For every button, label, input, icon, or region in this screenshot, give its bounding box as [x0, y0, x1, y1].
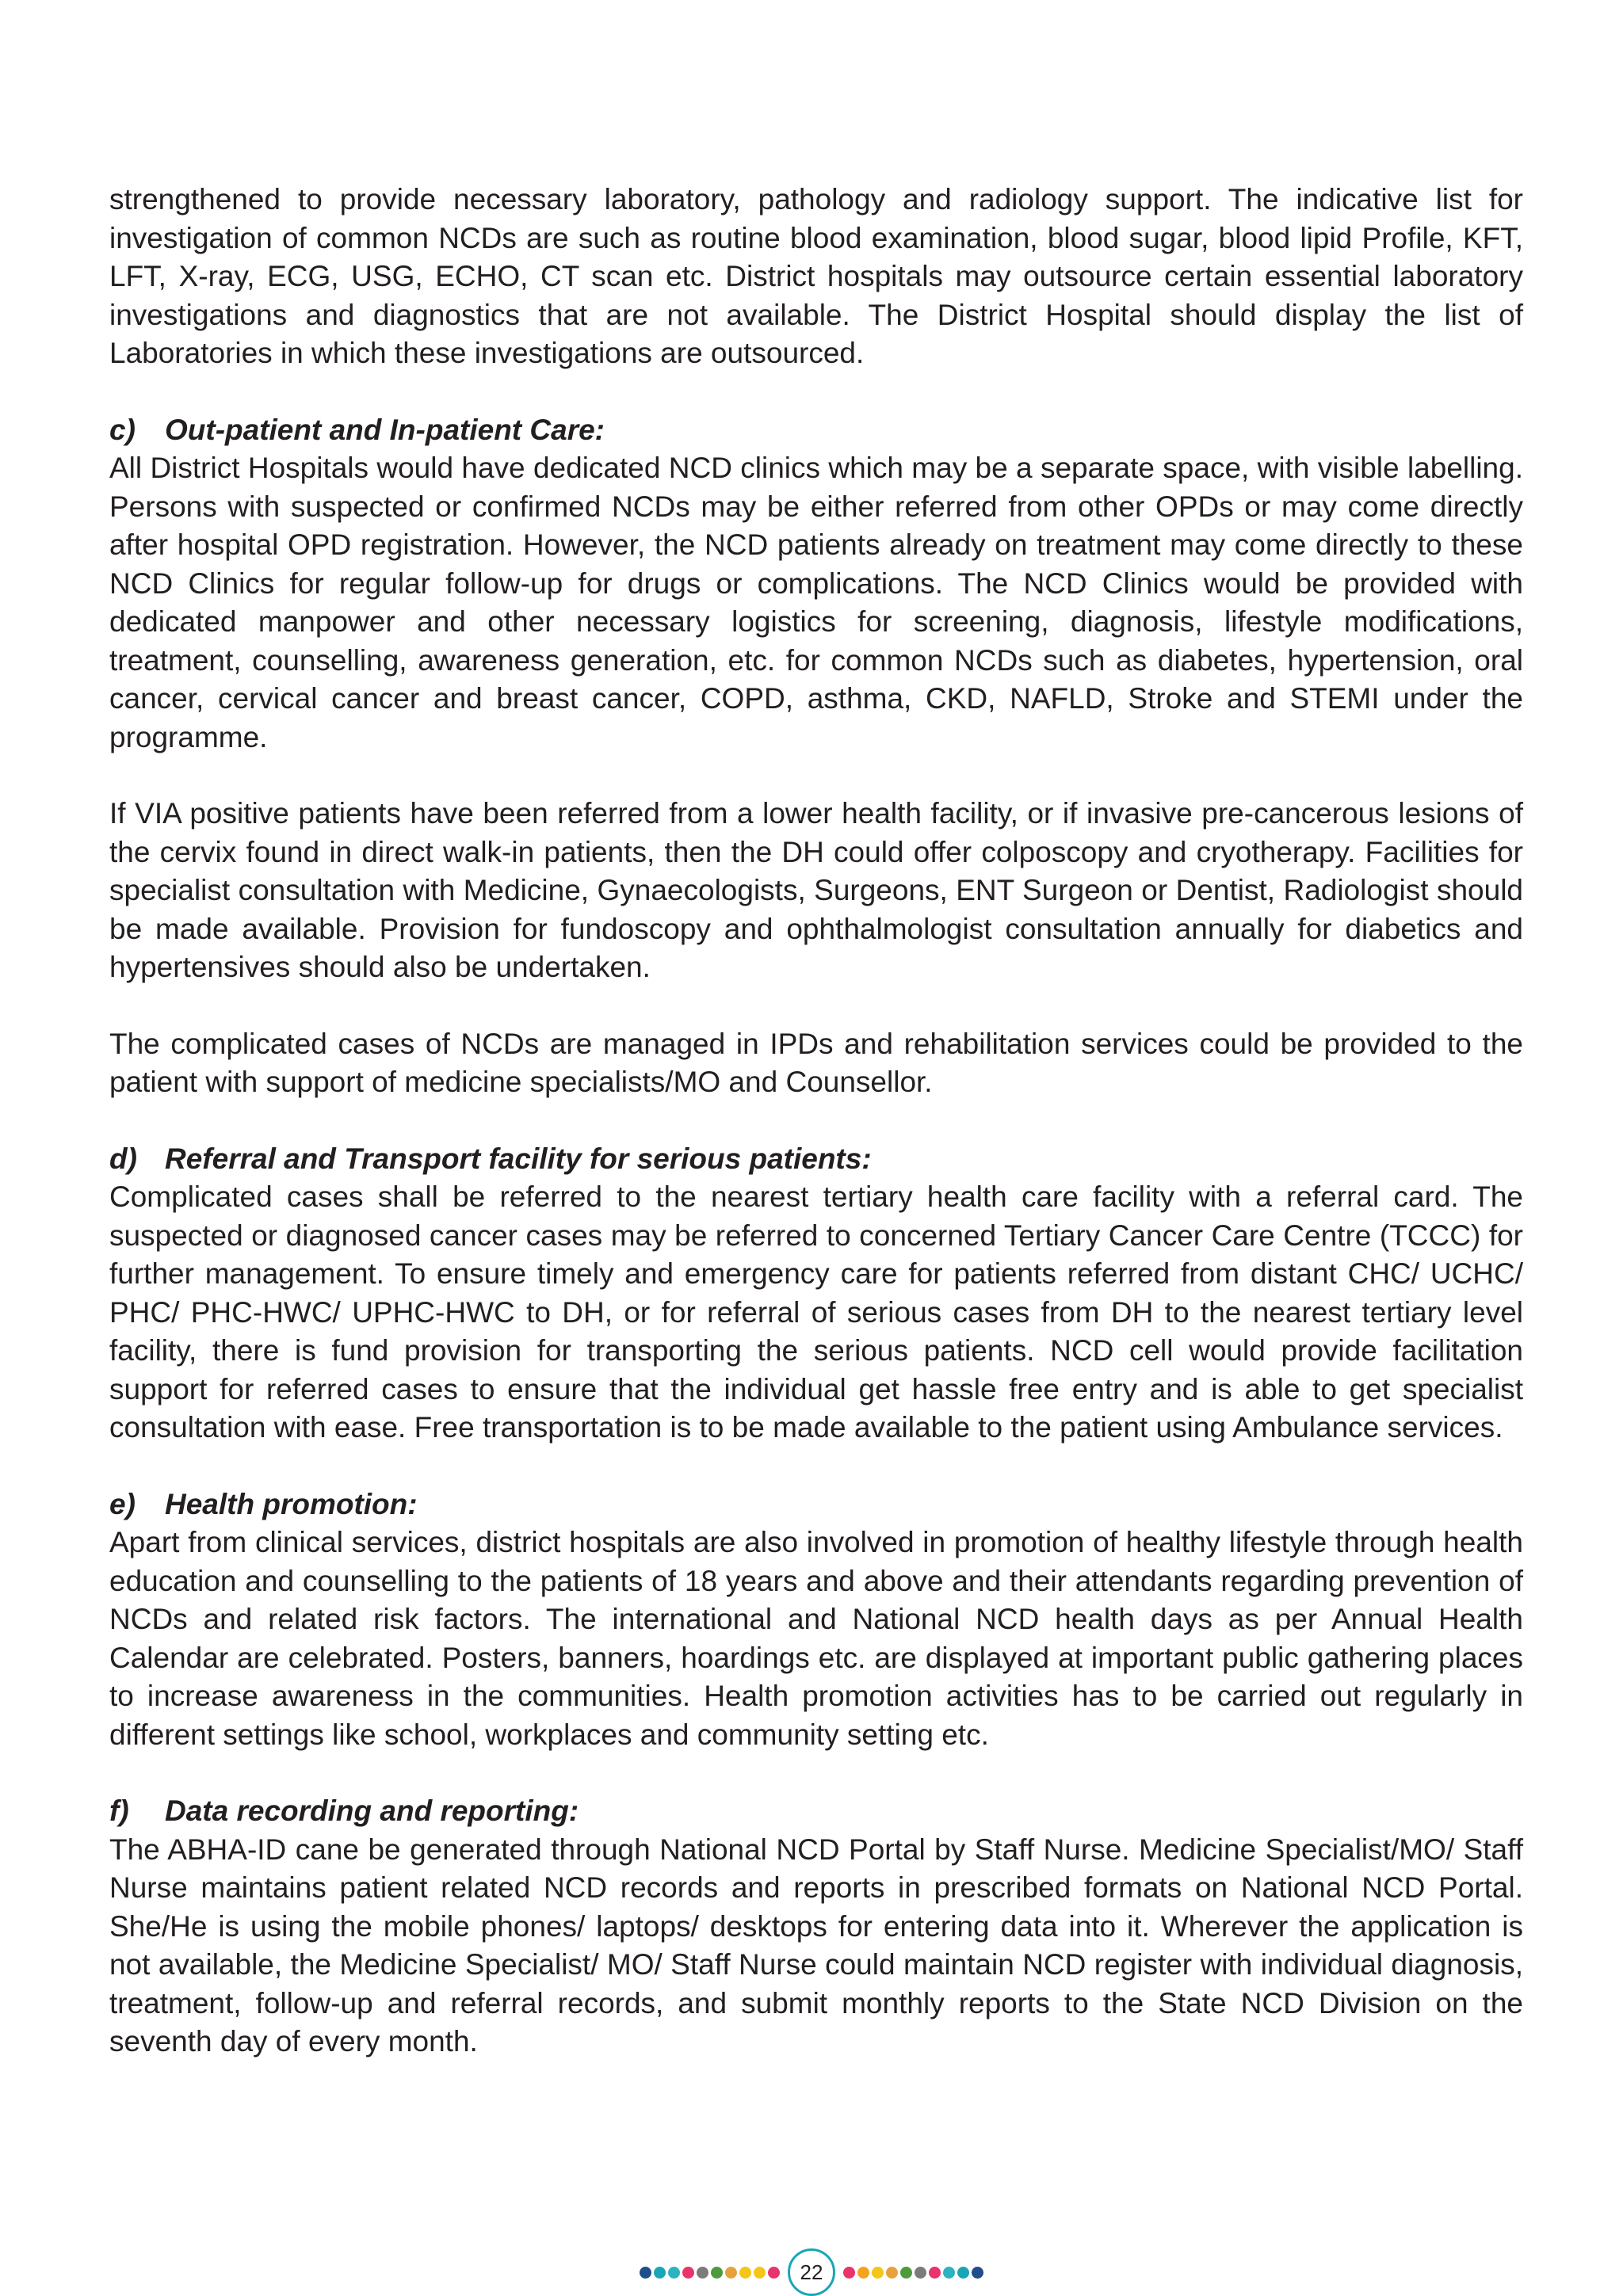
- section-letter: d): [109, 1142, 137, 1175]
- section-heading: [109, 411, 1523, 450]
- decorative-dot: [843, 2267, 855, 2279]
- document-body: [109, 181, 1523, 2100]
- section-e: [109, 1486, 1523, 1755]
- left-dot-row: [640, 2267, 780, 2279]
- decorative-dot: [768, 2267, 780, 2279]
- section-f: [109, 1792, 1523, 2061]
- page-number: 22: [788, 2248, 835, 2296]
- section-letter: c): [109, 413, 136, 446]
- section-title: Referral and Transport facility for serious patients:: [165, 1142, 872, 1175]
- decorative-dot: [915, 2267, 926, 2279]
- decorative-dot: [972, 2267, 983, 2279]
- decorative-dot: [900, 2267, 912, 2279]
- section-paragraph: The ABHA-ID cane be generated through National NCD Portal by Staff Nurse. Medicine Specialist/MO/ Staff Nurse maintains patient related NCD records and reports in prescribed formats on National NCD Portal. She/He is using the mobile phones/ laptops/ desktops for entering data into it. Wherever the application is not available, the Medicine Specialist/ MO/ Staff Nurse could maintain NCD register with individual diagnosis, treatment, follow-up and referral records, and submit monthly reports to the State NCD Division on the seventh day of every month.: [109, 1833, 1523, 2058]
- decorative-dot: [697, 2267, 708, 2279]
- decorative-dot: [739, 2267, 751, 2279]
- decorative-dot: [725, 2267, 737, 2279]
- decorative-dot: [654, 2267, 666, 2279]
- section-paragraph: Complicated cases shall be referred to the nearest tertiary health care facility with a referral card. The suspected or diagnosed cancer cases may be referred to concerned Tertiary Cancer Care Centre (TCCC) for further management. To ensure timely and emergency care for patients referred from distant CHC/ UCHC/ PHC/ PHC-HWC/ UPHC-HWC to DH, or for referral of serious cases from DH to the nearest tertiary level facility, there is fund provision for transporting the serious patients. NCD cell would provide facilitation support for referred cases to ensure that the individual get hassle free entry and is able to get specialist consultation with ease. Free transportation is to be made available to the patient using Ambulance services.: [109, 1180, 1523, 1444]
- decorative-dot: [872, 2267, 884, 2279]
- decorative-dot: [929, 2267, 941, 2279]
- decorative-dot: [682, 2267, 694, 2279]
- section-paragraph: The complicated cases of NCDs are managed in IPDs and rehabilitation services could be provided to the patient with support of medicine specialists/MO and Counsellor.: [109, 1027, 1523, 1098]
- section-c: [109, 411, 1523, 1102]
- decorative-dot: [640, 2267, 651, 2279]
- intro-paragraph: strengthened to provide necessary laboratory, pathology and radiology support. The indicative list for investigation of common NCDs are such as routine blood examination, blood sugar, blood lipid Profile, KFT, LFT, X-ray, ECG, USG, ECHO, CT scan etc. District hospitals may outsource certain essential laboratory investigations and diagnostics that are not available. The District Hospital should display the list of Laboratories in which these investigations are outsourced.: [109, 183, 1523, 369]
- decorative-dot: [754, 2267, 766, 2279]
- decorative-dot: [943, 2267, 955, 2279]
- section-letter: e): [109, 1487, 136, 1520]
- decorative-dot: [886, 2267, 898, 2279]
- section-heading: [109, 1486, 1523, 1524]
- right-dot-row: [843, 2267, 983, 2279]
- section-letter: f): [109, 1794, 129, 1827]
- decorative-dot: [711, 2267, 723, 2279]
- section-paragraph: All District Hospitals would have dedicated NCD clinics which may be a separate space, with visible labelling. Persons with suspected or confirmed NCDs may be either referred from other OPDs or may come directly after hospital OPD registration. However, the NCD patients already on treatment may come directly to these NCD Clinics for regular follow-up for drugs or complications. The NCD Clinics would be provided with dedicated manpower and other necessary logistics for screening, diagnosis, lifestyle modifications, treatment, counselling, awareness generation, etc. for common NCDs such as diabetes, hypertension, oral cancer, cervical cancer and breast cancer, COPD, asthma, CKD, NAFLD, Stroke and STEMI under the programme.: [109, 452, 1523, 753]
- section-heading: [109, 1792, 1523, 1831]
- section-d: [109, 1140, 1523, 1447]
- decorative-dot: [668, 2267, 680, 2279]
- section-title: Health promotion:: [165, 1487, 418, 1520]
- page-footer: [0, 2248, 1623, 2296]
- section-paragraph: If VIA positive patients have been referred from a lower health facility, or if invasive pre-cancerous lesions of the cervix found in direct walk-in patients, then the DH could offer colposcopy and cryotherapy. Facilities for specialist consultation with Medicine, Gynaecologists, Surgeons, ENT Surgeon or Dentist, Radiologist should be made available. Provision for fundoscopy and ophthalmologist consultation annually for diabetics and hypertensives should also be undertaken.: [109, 797, 1523, 983]
- decorative-dot: [857, 2267, 869, 2279]
- section-title: Data recording and reporting:: [165, 1794, 579, 1827]
- decorative-dot: [957, 2267, 969, 2279]
- section-title: Out-patient and In-patient Care:: [165, 413, 605, 446]
- section-paragraph: Apart from clinical services, district hospitals are also involved in promotion of healthy lifestyle through health education and counselling to the patients of 18 years and above and their attendants regarding prevention of NCDs and related risk factors. The international and National NCD health days as per Annual Health Calendar are celebrated. Posters, banners, hoardings etc. are displayed at important public gathering places to increase awareness in the communities. Health promotion activities has to be carried out regularly in different settings like school, workplaces and community setting etc.: [109, 1526, 1523, 1751]
- section-heading: [109, 1140, 1523, 1179]
